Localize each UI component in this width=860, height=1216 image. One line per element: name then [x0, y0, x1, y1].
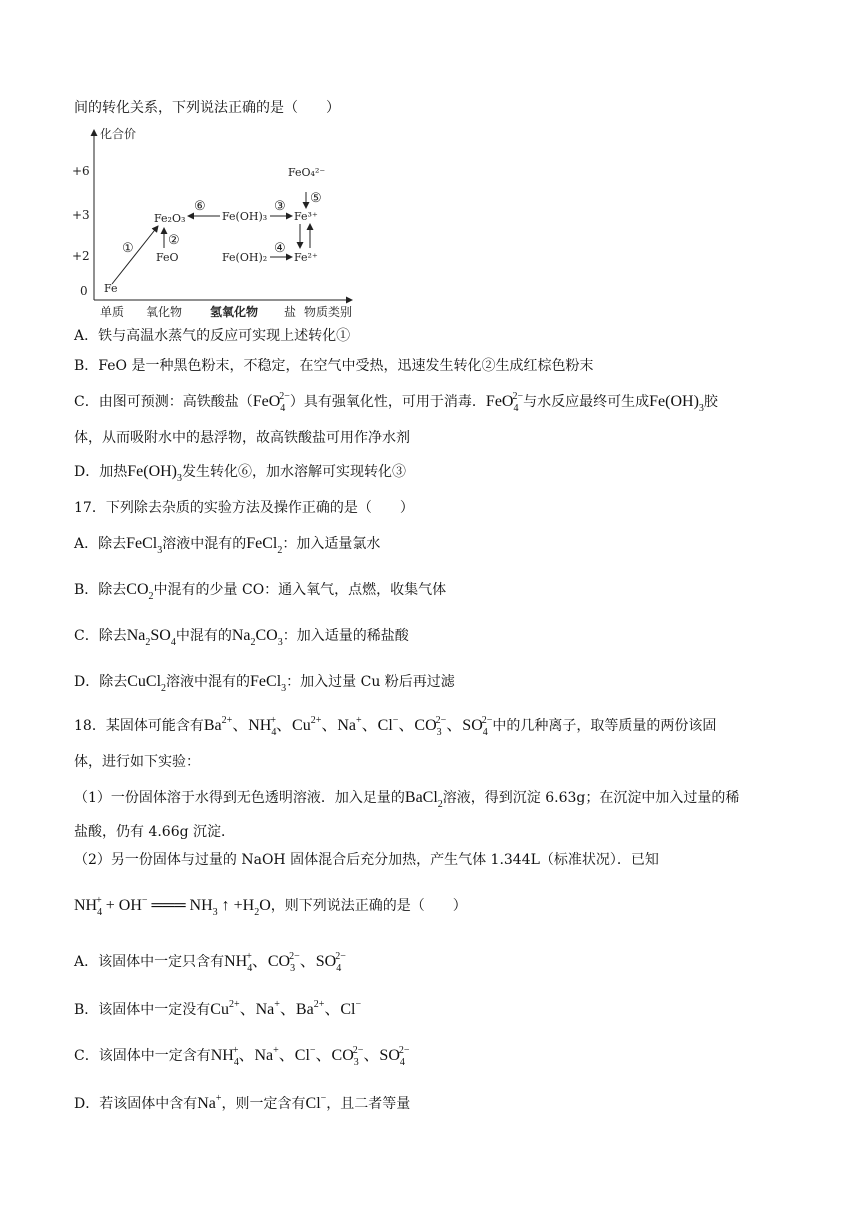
- q18-stem-cont: 体，进行如下实验：: [74, 754, 200, 770]
- species-fe2o3: Fe₂O₃: [154, 212, 186, 225]
- y-axis-label: 化合价: [100, 127, 137, 141]
- arrow-label-3: ③: [274, 199, 286, 214]
- q18-exp1-cont: 盐酸，仍有 4.66g 沉淀．: [74, 824, 236, 840]
- formula-feoh3: $Fe(OH)_3$: [649, 393, 704, 414]
- q17-option-d: D．除去CuCl$_2$溶液中混有的FeCl$_3$：加入过量 Cu 粉后再过滤: [74, 673, 455, 694]
- q18-exp1: （1）一份固体溶于水得到无色透明溶液．加入足量的BaCl$_2$溶液，得到沉淀 6.63g；在沉淀中加入过量的稀: [74, 789, 740, 810]
- q16-option-a: A．铁与高温水蒸气的反应可实现上述转化①: [74, 328, 351, 344]
- q18-option-a: A．该固体中一定只含有$NH_4^+$、$CO_3^{2-}$、$SO_4^{2-}$: [74, 951, 346, 974]
- formula-feo4: FeO$_4^{2-}$: [252, 391, 290, 414]
- q17-stem: 17．下列除去杂质的实验方法及操作正确的是（ ）: [74, 500, 414, 516]
- y-tick-plus3: +3: [72, 208, 90, 222]
- q18-option-c: C．该固体中一定含有$NH_4^+$、Na+、Cl−、$CO_3^{2-}$、$SO_4^{2-}$: [74, 1045, 410, 1068]
- q18-option-b: B．该固体中一定没有$Cu^{2+}$、Na+、$Ba^{2+}$、Cl−: [74, 999, 362, 1018]
- arrow-label-1: ①: [122, 241, 134, 256]
- q16-option-c: C．由图可预测：高铁酸盐（FeO$_4^{2-}$）具有强氧化性，可用于消毒．FeO$_4^{2-}$与水反应最终可生成$Fe(OH)_3$胶: [74, 391, 718, 414]
- x-tick-element: 单质: [100, 305, 125, 319]
- formula-feoh3-d: $Fe(OH)_3$: [127, 463, 182, 484]
- species-feo4: FeO₄²⁻: [288, 166, 326, 179]
- x-tick-salt: 盐: [284, 305, 297, 319]
- q17-option-c: C．除去$Na_2SO_4$中混有的$Na_2CO_3$：加入适量的稀盐酸: [74, 627, 409, 648]
- arrow-label-2: ②: [168, 233, 180, 248]
- q16-option-d: D．加热$Fe(OH)_3$发生转化⑥，加水溶解可实现转化③: [74, 463, 406, 484]
- q18-stem: 18．某固体可能含有$Ba^{2+}$、$NH_4^+$、$Cu^{2+}$、Na+、Cl−、$CO_3^{2-}$、$SO_4^{2-}$中的几种离子，取等质量的两份该固: [74, 715, 717, 738]
- q16-option-c-cont: 体，从而吸附水中的悬浮物，故高铁酸盐可用作净水剂: [74, 430, 410, 446]
- arrow-label-4: ④: [274, 241, 286, 256]
- q17-option-b: B．除去$CO_2$中混有的少量 CO：通入氧气，点燃，收集气体: [74, 581, 447, 602]
- species-feo: FeO: [156, 251, 179, 264]
- q18-equation: $NH_4^+ + OH^-$ ═══ $NH_3$ ↑ $+H_2O$，则下列说法正确的是（ ）: [74, 895, 467, 918]
- x-tick-oxide: 氧化物: [146, 305, 183, 319]
- species-fe: Fe: [104, 282, 118, 295]
- arrow-1: [112, 226, 158, 284]
- arrow-label-5: ⑤: [310, 191, 322, 206]
- question-16-stem-tail: 间的转化关系，下列说法正确的是（ ）: [74, 100, 340, 116]
- x-tick-hydroxide: 氢氧化物: [210, 305, 259, 319]
- species-feoh2: Fe(OH)₂: [222, 251, 268, 264]
- iron-valence-diagram: [70, 124, 360, 320]
- q17-option-a: A．除去FeCl$_3$溶液中混有的FeCl$_2$：加入适量氯水: [74, 535, 381, 556]
- y-tick-plus2: +2: [72, 249, 90, 263]
- q16-option-b: B．FeO 是一种黑色粉末，不稳定，在空气中受热，迅速发生转化②生成红棕色粉末: [74, 358, 594, 374]
- x-axis-label: 物质类别: [304, 305, 353, 319]
- y-tick-zero: 0: [80, 284, 88, 298]
- arrow-label-6: ⑥: [194, 199, 206, 214]
- q18-exp2: （2）另一份固体与过量的 NaOH 固体混合后充分加热，产生气体 1.344L（标准状况）．已知: [74, 852, 659, 868]
- formula-feo4-2: FeO$_4^{2-}$: [485, 391, 524, 414]
- reaction-equation: $NH_4^+ + OH^-$ ═══ $NH_3$ ↑ $+H_2O$: [74, 895, 271, 918]
- species-fe2plus: Fe²⁺: [294, 251, 318, 264]
- species-fe3plus: Fe³⁺: [294, 210, 318, 223]
- y-tick-plus6: +6: [72, 164, 90, 178]
- species-feoh3: Fe(OH)₃: [222, 210, 268, 223]
- q18-option-d: D．若该固体中含有Na+，则一定含有Cl−，且二者等量: [74, 1093, 411, 1112]
